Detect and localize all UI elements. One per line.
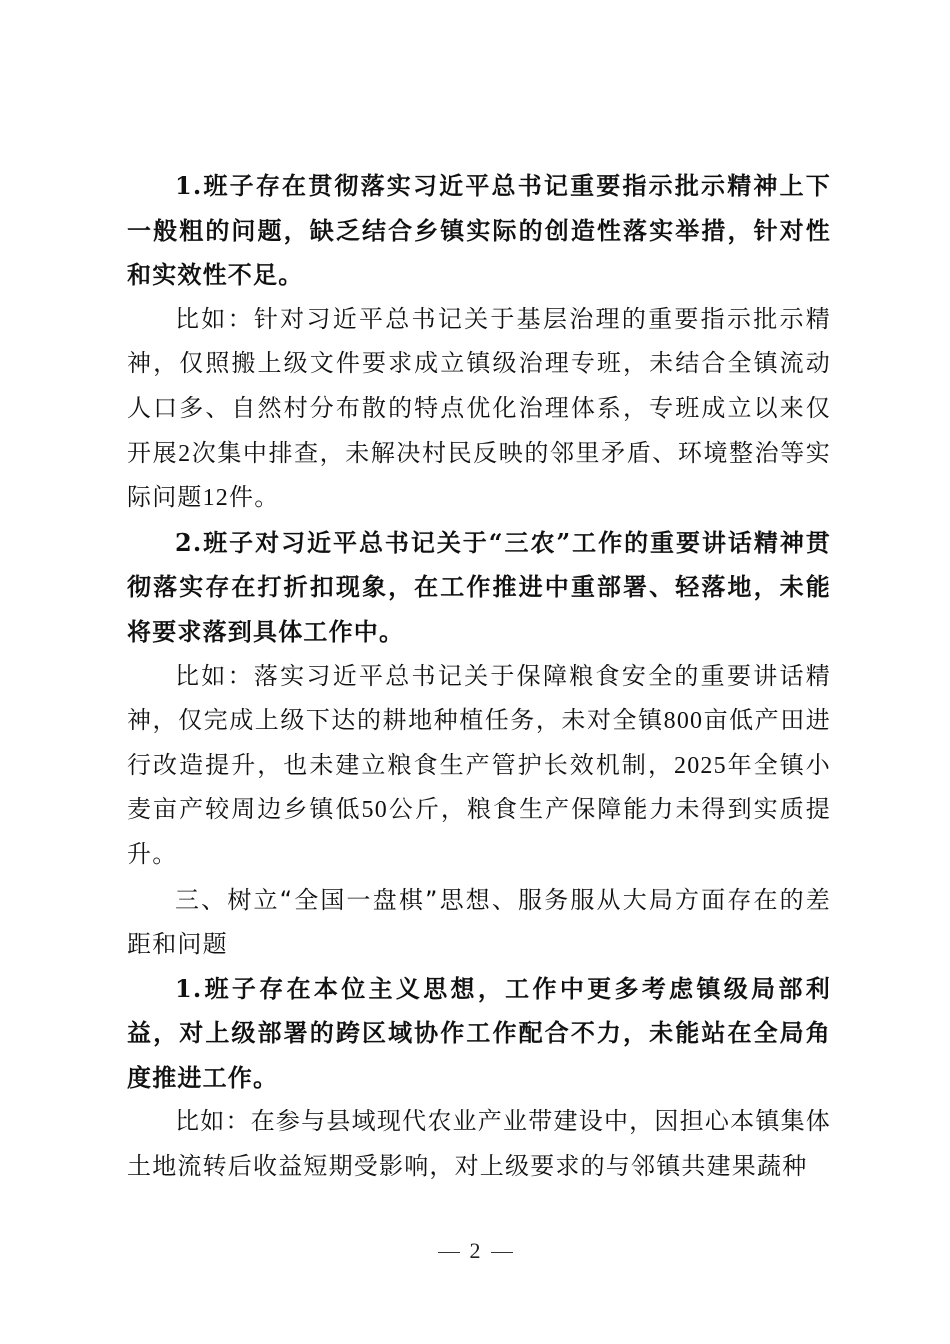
section-heading-3: 三、树立“全国一盘棋”思想、服务服从大局方面存在的差距和问题 <box>127 885 831 959</box>
example-paragraph-agri-industry-belt: 比如：在参与县域现代农业产业带建设中，因担心本镇集体土地流转后收益短期受影响，对上级要求的与邻镇共建果蔬种 <box>127 1109 831 1181</box>
issue-item-1-political: 1.班子存在贯彻落实习近平总书记重要指示批示精神上下一般粗的问题，缺乏结合乡镇实际的创造性落实举措，针对性和实效性不足。 <box>127 171 831 290</box>
page-footer <box>0 1238 950 1264</box>
example-paragraph-food-security: 比如：落实习近平总书记关于保障粮食安全的重要讲话精神，仅完成上级下达的耕地种植任务，未对全镇800亩低产田进行改造提升，也未建立粮食生产管护长效机制，2025年全镇小麦亩产较周边乡镇低50公斤，粮食生产保障能力未得到实质提升。 <box>127 663 831 868</box>
document-body <box>127 164 831 1190</box>
footer-dash-right <box>491 1252 513 1253</box>
footer-dash-left <box>438 1252 460 1253</box>
issue-item-2-sannong: 2.班子对习近平总书记关于“三农”工作的重要讲话精神贯彻落实存在打折扣现象，在工作推进中重部署、轻落地，未能将要求落到具体工作中。 <box>127 527 831 646</box>
example-paragraph-grassroots-governance: 比如：针对习近平总书记关于基层治理的重要指示批示精神，仅照搬上级文件要求成立镇级治理专班，未结合全镇流动人口多、自然村分布散的特点优化治理体系，专班成立以来仅开展2次集中排查，未解决村民反映的邻里矛盾、环境整治等实际问题12件。 <box>127 306 831 512</box>
page-number: 2 <box>469 1238 481 1263</box>
issue-item-1-localism: 1.班子存在本位主义思想，工作中更多考虑镇级局部利益，对上级部署的跨区域协作工作配合不力，未能站在全局角度推进工作。 <box>127 973 831 1092</box>
